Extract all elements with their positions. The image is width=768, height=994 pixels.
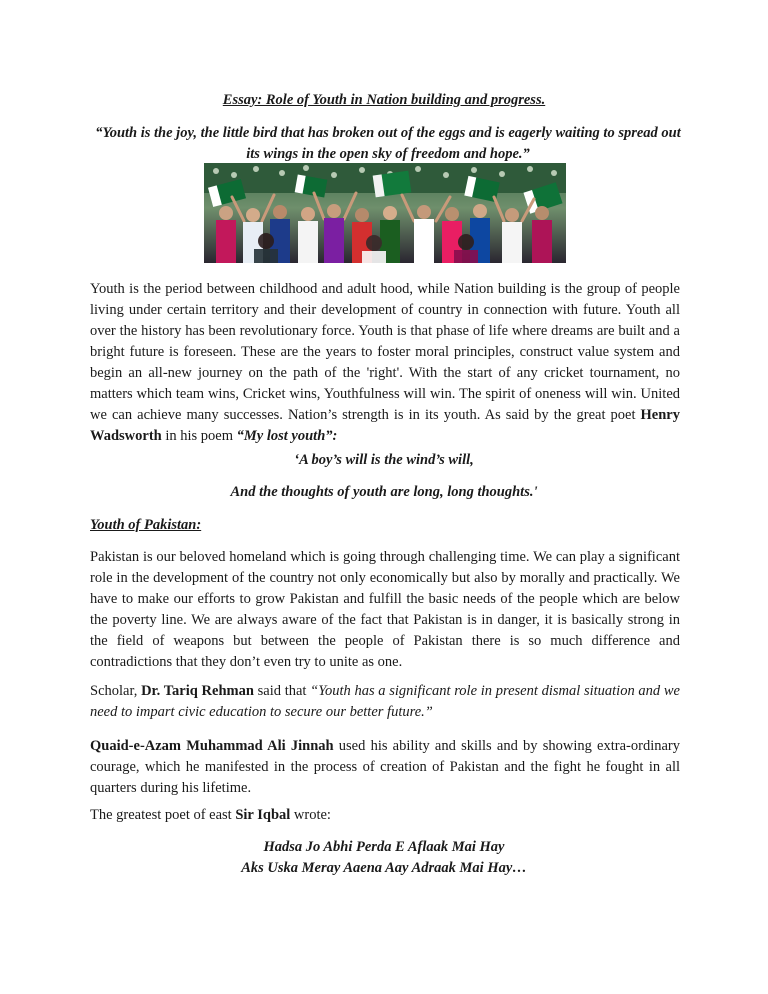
shair-line-2: Aks Uska Meray Aaena Aay Adraak Mai Hay…: [241, 860, 527, 876]
section-heading: Youth of Pakistan:: [90, 517, 202, 533]
iqbal-prefix: The greatest poet of east: [90, 807, 236, 823]
iqbal-name: Sir Iqbal: [235, 807, 291, 823]
pakistan-paragraph: Pakistan is our beloved homeland which is going through challenging time. We can play a significant role in the development of the country not only economically but also by morally and practically. We have to make our efforts to grow Pakistan and fulfill the basic needs of the people which are below the poverty line. We are always aware of the fact that Pakistan is in danger, it is basically strong in the field of weapons but between the people of Pakistan there is so much difference and contradictions that they don’t even try to unite as one.: [90, 549, 680, 670]
essay-title: Essay: Role of Youth in Nation building and progress.: [222, 92, 546, 108]
poem-title: “My lost youth”:: [236, 428, 338, 444]
intro-mid-text: in his poem: [161, 428, 237, 444]
opening-quote: “Youth is the joy, the little bird that has broken out of the eggs and is eagerly waiting to spread out its wings in the open sky of freedom and hope.”: [95, 125, 681, 162]
crowd-illustration: [204, 163, 566, 263]
scholar-name: Dr. Tariq Rehman: [141, 683, 254, 699]
iqbal-paragraph: [90, 805, 680, 826]
poet-name: Henry Wadsworth: [90, 407, 680, 444]
crowd-photo: [204, 163, 566, 263]
quaid-text: used his ability and skills and by showing extra-ordinary courage, which he manifested in the process of creation of Pakistan and the fight he fought in all quarters during his lifetime.: [90, 738, 680, 796]
intro-text: Youth is the period between childhood and adult hood, while Nation building is the group of people living under certain territory and their development of country in connection with future. Youth all over the history has been revolutionary force. Youth is that phase of life where dreams are built and a bright future is foreseen. These are the years to foster moral principles, construct value system and begin an all-new journey on the path of the 'right'. With the start of any cricket tournament, no matters which team wins, Cricket wins, Youthfulness will win. The spirit of oneness will win. United we can achieve many successes. Nation’s strength is in its youth. As said by the great poet: [90, 281, 680, 423]
intro-paragraph: [90, 279, 680, 447]
shair-line-1: Hadsa Jo Abhi Perda E Aflaak Mai Hay: [263, 839, 505, 855]
scholar-mid: said that: [253, 683, 311, 699]
verse-line-2: And the thoughts of youth are long, long thoughts.': [230, 484, 538, 500]
scholar-paragraph: [90, 681, 680, 723]
scholar-prefix: Scholar,: [90, 683, 142, 699]
quaid-paragraph: [90, 736, 680, 799]
verse-line-1: ‘A boy’s will is the wind’s will,: [294, 452, 474, 468]
iqbal-suffix: wrote:: [290, 807, 331, 823]
scholar-quote: “Youth has a significant role in present dismal situation and we need to impart civic education to secure our better future.”: [90, 683, 680, 720]
quaid-name: Quaid-e-Azam Muhammad Ali Jinnah: [90, 738, 334, 754]
